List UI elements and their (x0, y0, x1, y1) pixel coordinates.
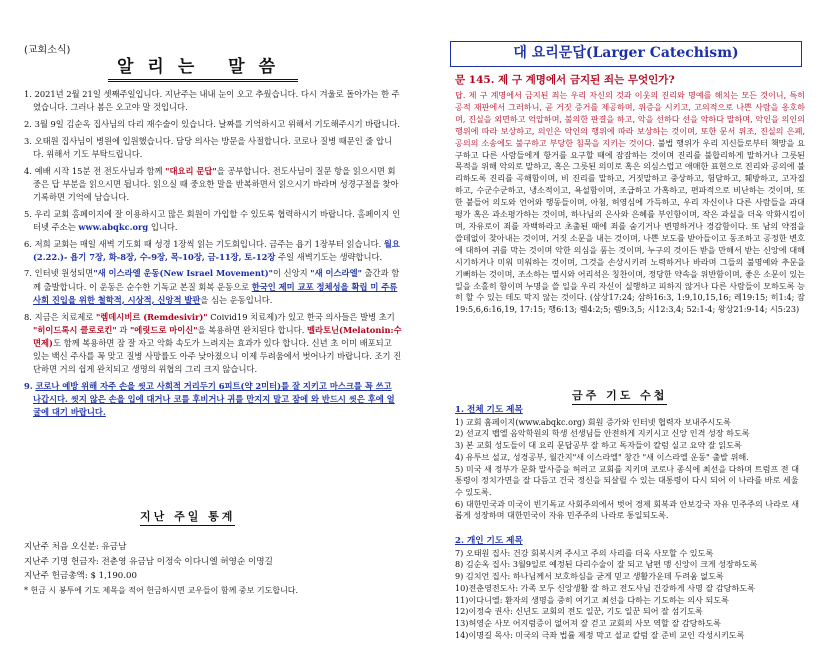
catechism-title: 대 요리문답(Larger Catechism) (513, 45, 739, 61)
prayer-list (455, 417, 805, 522)
prayer-item: 4) 유투브 설교, 성경공부, 월간지"새 이스라엘" 창간 "새 이스라엘 운동" 출발 위해. (455, 451, 749, 462)
notice-item: 4. 예배 시작 15분 전 전도사님과 함께 "대요리 문답"을 공부합니다. 전도사님이 질문 항을 읽으시면 회중은 답 부분을 읽으시면 됩니다. 읽으실 때 중요한 말을 반복하면서 읽으시기 바라며 성경구절을 찾아 기록하면 기억에 남습니다. (24, 165, 399, 202)
prayer-item: 9) 김치언 집사: 하나님께서 보호하심을 굳게 믿고 생활가운데 두려움 없도록 (455, 571, 724, 582)
stats-title: 지난 주일 통계 (140, 508, 235, 526)
answer-lead: 답. 제 구 계명에서 금지된 죄는 우리 자신의 것과 이웃의 진리와 명예를 해치는 모든 것이니, 특히 공적 재판에서 그러하니, 곧 거짓 증거를 제공하며, 위증을 시키고, 고의적으로 나쁜 사람을 옹호하며, 진실을 외면하고 억압하며, 불의한 판결을 하고, 악을 선하다 선을 악하다 말하며, 악인을 의인의 행위에 따라 보상하고, 의인은 악인의 행위에 따라 보상하는 것이며, 또한 문서 위조, 진실의 은폐, 공의의 소송에도 불구하고 부당한 침묵을 지키는 것이다. (455, 90, 805, 148)
notice-item: 5. 우리 교회 홈페이지에 잘 이용하시고 많은 회원이 가입할 수 있도록 협력하시기 바랍니다. 홈페이지 인터넷 주소는 www.abqkc.org 입니다. (24, 208, 401, 232)
prayer-item: 7) 오태원 집사: 건강 회복시켜 주시고 주의 사리를 더욱 사모할 수 있도록 (455, 547, 714, 558)
notice-item: 3. 오태원 집사님이 병원에 입원했습니다. 담당 의사는 방문을 사절합니다. 코로나 질병 때문인 줄 압니다. 위해서 기도 부탁드립니다. (24, 135, 393, 159)
answer-body: 불법 행위가 우리 지신들로부터 책망을 요구하고 다른 사람들에게 항거를 요구할 때에 잠잠하는 것이며 진리를 불합리하게 말하거나 그릇된 목적을 위해 악의로 말하고, 혹은 그릇된 의미로 혹은 의심스럽고 애매한 표현으로 진리와 공의에 불리하도록 진리를 곡해함이며, 비 진리를 말하고, 거짓말하고 중상하고, 험담하고, 훼방하고, 고자질하고, 수군수군하고, 냉소적이고, 욕설함이며, 조급하고 가혹하고, 편파적으로 비난하는 것이며, 또한 붙들어 의도와 언어와 행동들이며, 아첨, 허영심에 가득하고, 우리 자신이나 다른 사람들을 과대평가 혹은 과소평가하는 것이며, 하나님의 은사와 은혜를 부인함이며, 작은 과실을 더욱 악화시킴이며, 자유로이 죄를 자백하라고 초출된 때에 죄를 숨기거나 변명하거나 경감함이다. 또 남의 약점을 쓸데없이 찾아내는 것이며, 거짓 소문을 내는 것이며, 나쁜 보도를 받아들이고 동조하고 공정한 변호에 대하여 귀를 막는 것이며 악한 의심을 품는 것이며, 누구의 것이든 받을 만해서 받는 신앙에 대해 시기하거나 미워 미워하는 것이며, 그것을 손상시키려 노력하거나 바라며 그들의 불명예와 추문을 기뻐하는 것이며, 조소하는 멸시와 어리석은 칭찬이며, 정당한 약속을 위반함이며, 좋은 소문이 있는 일을 소홀히 함이며 누명을 쓸 일을 우리 자신이 실행하고 피하지 않거나 다른 사람들이 모하도록 능히 할 수 있는 데도 막지 않는 것이다. (455, 137, 806, 303)
notice-item: 8. 지금은 치료제로 "렘데시비르 (Remdesivir)" Coivid19 치료제)가 있고 한국 의사들은 발병 초기 "히이드록시 클로로킨" 과 "에릿드로 마이신"을 복용하면 완치된다 합니다. 멜라토닌(Melatonin:수면제)도 함께 복용하면 잠 잘 자고 악화 속도가 느려지는 효과가 있다 합니다. 신년 초 이미 배포되고 있는 백신 주사를 꼭 맞고 질병 사망률도 아주 낮아졌으니 이제 두려움에서 벗어나기 바랍니다. 조기 진단하면 거의 쉽게 완치되고 생명의 위협의 그리 크지 않습니다. (24, 311, 402, 375)
prayer-item: 8) 김순옥 집사: 3월9일로 예정된 다리수술이 잘 되고 남편 맹 신앙이 크게 성장하도록 (455, 559, 758, 570)
catechism-question: 문 145. 제 구 계명에서 금지된 죄는 무엇인가? (455, 74, 675, 86)
notice-item: 2. 3월 9일 김순옥 집사님의 다리 재수술이 있습니다. 날짜를 기억하시고 위해서 기도해주시기 바랍니다. (24, 118, 401, 129)
prayer-list (455, 548, 805, 642)
prayer-item: 1) 교회 홈페이지(www.abqkc.org) 회원 증가와 인터넷 협력자 보내주시도록 (455, 416, 731, 427)
prayer-item: 2) 선교지 뱁엘 음악학원의 학생 선생님들 안전하게 지키시고 신앙 인격 성장 하도록 (455, 428, 750, 439)
prayer-section-general (455, 405, 805, 522)
notice-item: 9. 코로나 예방 위해 자주 손을 씻고 사회적 거리두기 6피트(약 2미터)를 잘 지키고 마스크를 꼭 쓰고 나갑시다. 씻지 않은 손을 입에 대거나 코를 후비거나 귀를 만지지 말고 잠에 와 반드시 씻은 후에 얼굴에 대기 바랍니다. (24, 381, 395, 418)
page-title: 알리는 말씀 (108, 52, 298, 82)
notice-item: 7. 인터넷 원성되면"새 이스라엘 운동(New Israel Movement)"이 신앙지 "새 이스라엘" 출간과 함께 출발합니다. 이 운동은 순수한 기독교 본질 회복 운동으로 한국인 제미 교포 정체성을 확립 미 주류 사회 진입을 위한 철학적, 시상적, 신앙적 발판을 심는 운동입니다. (24, 268, 400, 305)
prayer-item: 12)이정숙 권사: 신년도 교회의 전도 일꾼, 기도 일꾼 되어 잘 섬기도록 (455, 606, 703, 617)
notice-list (24, 88, 402, 423)
prayer-item: 5) 미국 새 정부가 문화 말사증을 허러고 교회를 지키며 코로나 종식에 최선을 다하며 트럼프 전 대통령이 정치가면을 잘 다듬고 건국 정신을 되살릴 수 있는 대통령이 다시 되어 이 나라를 바로 세울 수 있도록. (455, 463, 800, 497)
prayer-item: 11)이다니엘: 환자의 생명을 중히 여기고 최선을 다하는 기도하는 의사 되도록 (455, 594, 729, 605)
left-column (0, 0, 412, 645)
prayer-item: 3) 본 교회 성도들이 대 요리 문답공부 잘 하고 독자들이 칼럼 실고 요약 잘 읽도록 (455, 440, 742, 451)
prayer-item: 14)이명길 목사: 미국의 극좌 법률 제정 막고 설교 칼럼 잘 준비 교인 각성시키도록 (455, 629, 745, 640)
prayer-section-title: 2. 개인 기도 제목 (455, 536, 523, 546)
notice-item: 6. 저희 교회는 매일 새벽 기도회 때 성경 1장씩 읽는 기도회입니다. 금주는 욥기 1장부터 읽습니다. 월요(2.22.)- 욥기 7장, 화-8장, 수-9장, 목-10장, 금-11장, 토-12장 주일 새벽기도는 생략합니다. (24, 238, 400, 262)
stats-line: 지난주 기명 헌금자: 전춘영 유금남 이정숙 이다니엘 허영순 이명길 (24, 556, 273, 567)
notice-item: 1. 2021년 2월 21일 셋째주일입니다. 지난주는 내내 눈이 오고 추웠습니다. 다시 겨울로 돌아가는 한 주였습니다. 그러나 봄은 오고야 말 것입니다. (24, 89, 400, 113)
stats-line: 지난주 헌금총액: $ 1,190.00 (24, 571, 137, 581)
prayer-section-personal (455, 536, 805, 641)
stats-note: * 헌금 시 봉투에 기도 제목을 적어 헌금하시면 교우들이 함께 중보 기도합니다. (24, 585, 299, 595)
section-tag: (교회소식) (24, 45, 71, 56)
prayer-item: 10)전춘영전도사: 가족 모두 신앙생활 잘 하고 전도사님 건강하게 사명 잘 감당하도록 (455, 582, 755, 593)
stats-block (24, 540, 404, 598)
answer-refs: (삼상17:24; 삼하16:3, 1:9,10,15,16; 레19:15; 히1:4; 잠19:5,6,6:16,19, 17:15; 행6:13; 렘4:2;5; 렘9:3,5; 시12:3,4; 52:1-4; 왕상21:9-14; 시5:23) (455, 292, 805, 315)
stats-line: 지난주 처음 오신분: 유금남 (24, 542, 127, 552)
prayer-item: 13)허영순 사모 어지럼증이 없어져 잘 걷고 교회의 사모 역할 잘 감당하도록 (455, 617, 721, 628)
homepage-link[interactable]: www.abqkc.org (78, 221, 149, 232)
catechism-answer (455, 90, 805, 316)
prayer-title: 금주 기도 수첩 (572, 387, 667, 405)
prayer-section-title: 1. 전체 기도 제목 (455, 405, 523, 415)
prayer-item: 6) 대한민국과 미국이 빈기독교 사회주의에서 벗어 경제 회복과 안보강국 자유 민주주의 나라로 새롭게 성장하며 대한민국이 자유 민주주의 나라로 통일되도록. (455, 498, 800, 521)
catechism-header-box (450, 41, 802, 67)
